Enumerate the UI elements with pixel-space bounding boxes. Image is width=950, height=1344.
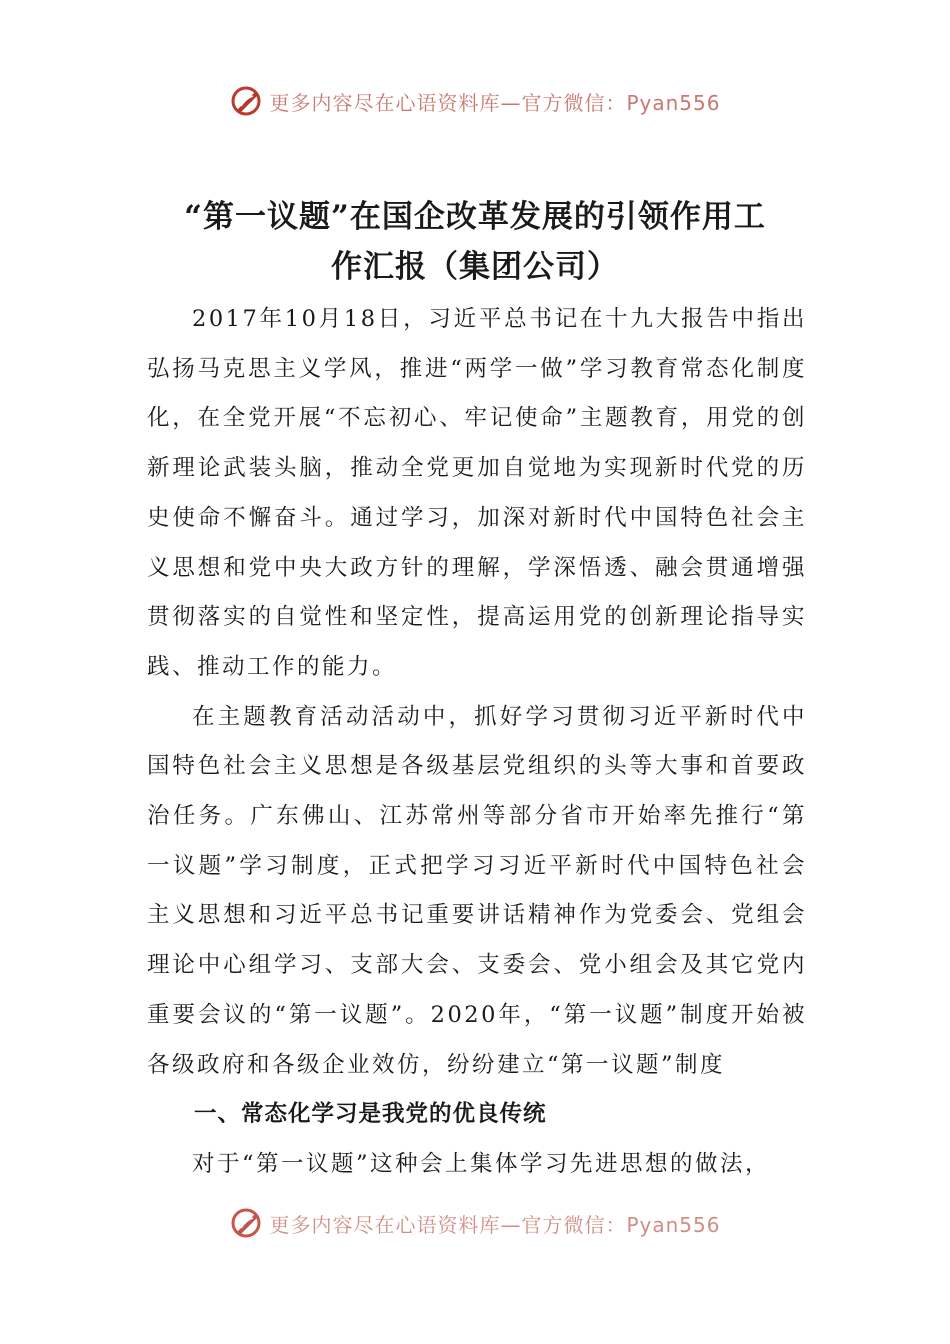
watermark-text: 更多内容尽在心语资料库—官方微信：Pyan556 bbox=[269, 90, 721, 115]
watermark-text: 更多内容尽在心语资料库—官方微信：Pyan556 bbox=[269, 1212, 721, 1237]
title-line-1: “第一议题”在国企改革发展的引领作用工 bbox=[184, 199, 766, 235]
section-paragraph: 对于“第一议题”这种会上集体学习先进思想的做法， bbox=[192, 1150, 771, 1177]
header-watermark bbox=[0, 84, 950, 118]
document-title bbox=[140, 192, 810, 292]
title-line-2: 作汇报（集团公司） bbox=[331, 249, 619, 285]
footer-watermark bbox=[0, 1206, 950, 1240]
document-body bbox=[147, 295, 807, 1190]
pen-circle-logo-icon bbox=[229, 84, 263, 118]
section-heading: 一、常态化学习是我党的优良传统 bbox=[194, 1101, 547, 1128]
paragraph-1: 2017年10月18日，习近平总书记在十九大报告中指出弘扬马克思主义学风，推进“两学一做”学习教育常态化制度化，在全党开展“不忘初心、牢记使命”主题教育，用党的创新理论武装头脑，推动全党更加自觉地为实现新时代党的历史使命不懈奋斗。通过学习，加深对新时代中国特色社会主义思想和党中央大政方针的理解，学深悟透、融会贯通增强贯彻落实的自觉性和坚定性，提高运用党的创新理论指导实践、推动工作的能力。 bbox=[147, 306, 807, 680]
paragraph-2: 在主题教育活动活动中，抓好学习贯彻习近平新时代中国特色社会主义思想是各级基层党组织的头等大事和首要政治任务。广东佛山、江苏常州等部分省市开始率先推行“第一议题”学习制度，正式把学习习近平新时代中国特色社会主义思想和习近平总书记重要讲话精神作为党委会、党组会理论中心组学习、支部大会、支委会、党小组会及其它党内重要会议的“第一议题”。2020年，“第一议题”制度开始被各级政府和各级企业效仿，纷纷建立“第一议题”制度 bbox=[147, 703, 807, 1078]
pen-circle-logo-icon bbox=[229, 1206, 263, 1240]
